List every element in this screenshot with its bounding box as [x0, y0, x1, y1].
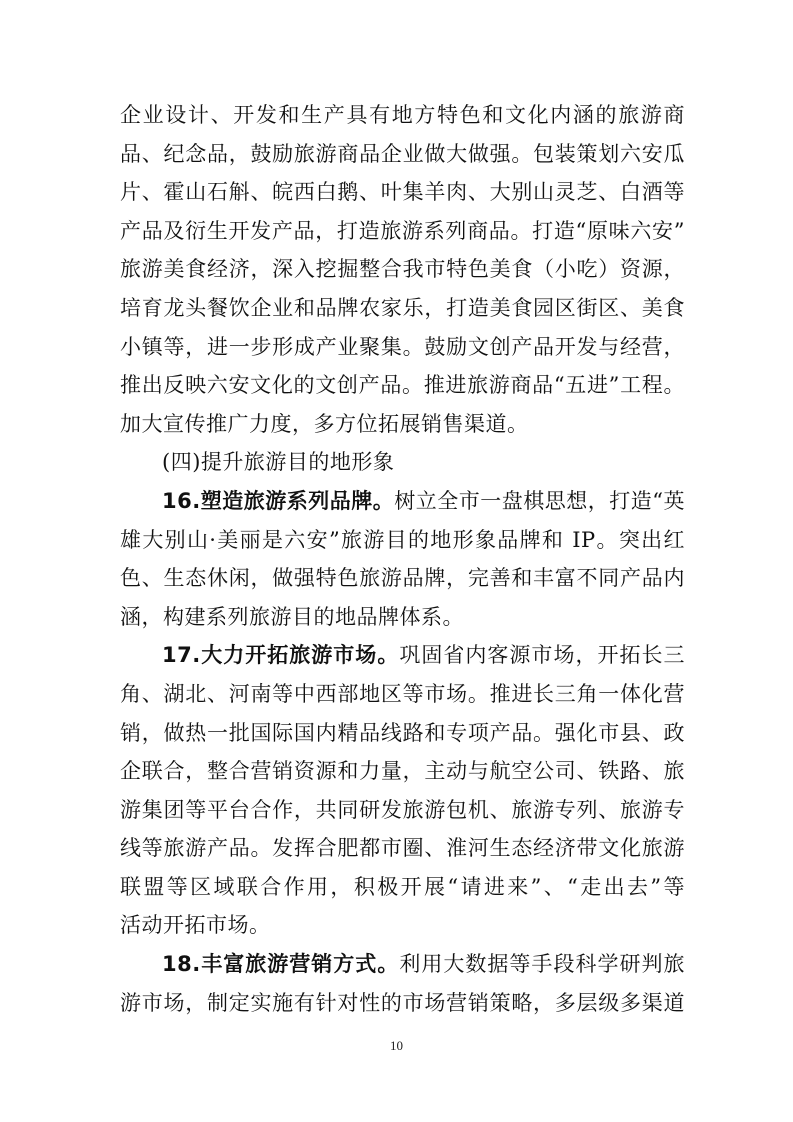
item-17-first-line [120, 636, 685, 675]
paragraph-line: 企业设计、开发和生产具有地方特色和文化内涵的旅游商 [120, 103, 685, 127]
item-16-first-line [120, 482, 685, 521]
paragraph-line: 色、生态休闲，做强特色旅游品牌，完善和丰富不同产品内 [120, 566, 685, 591]
paragraph-line: 片、霍山石斛、皖西白鹅、叶集羊肉、大别山灵芝、白酒等 [120, 180, 685, 205]
paragraph-line: 推出反映六安文化的文创产品。推进旅游商品“五进”工程。 [120, 373, 685, 398]
paragraph-line: 销，做热一批国际国内精品线路和专项产品。强化市县、政 [120, 720, 685, 745]
paragraph-line: 品、纪念品，鼓励旅游商品企业做大做强。包装策划六安瓜 [120, 141, 685, 166]
section-heading: (四)提升旅游目的地形象 [162, 450, 395, 475]
item-17-number: 17. [162, 643, 201, 668]
paragraph-line: 雄大别山·美丽是六安”旅游目的地形象品牌和 IP。突出红 [120, 527, 685, 552]
paragraph-line: 游市场，制定实施有针对性的市场营销策略，多层级多渠道 [120, 990, 685, 1015]
item-18-title: 丰富旅游营销方式。 [200, 952, 400, 977]
item-18-number: 18. [162, 952, 201, 977]
paragraph-line: 产品及衍生开发产品，打造旅游系列商品。打造“原味六安” [120, 218, 685, 243]
paragraph-line: 角、湖北、河南等中西部地区等市场。推进长三角一体化营 [120, 681, 685, 706]
paragraph-line: 活动开拓市场。 [120, 913, 271, 938]
paragraph-line: 加大宣传推广力度，多方位拓展销售渠道。 [120, 411, 529, 436]
page-number: 10 [390, 1038, 403, 1053]
paragraph-line: 小镇等，进一步形成产业聚集。鼓励文创产品开发与经营， [120, 334, 685, 359]
paragraph-line: 线等旅游产品。发挥合肥都市圈、淮河生态经济带文化旅游 [120, 836, 685, 861]
item-16-number: 16. [162, 488, 201, 513]
item-16-text: 树立全市一盘棋思想，打造“英 [394, 488, 685, 513]
item-18-first-line [120, 945, 685, 984]
paragraph-line: 涵，构建系列旅游目的地品牌体系。 [120, 604, 464, 629]
paragraph-line: 游集团等平台合作，共同研发旅游包机、旅游专列、旅游专 [120, 797, 685, 822]
item-16-title: 塑造旅游系列品牌。 [200, 488, 395, 513]
paragraph-line: 旅游美食经济，深入挖掘整合我市特色美食（小吃）资源， [120, 257, 685, 282]
paragraph-line: 联盟等区域联合作用，积极开展“请进来”、“走出去”等 [120, 874, 685, 899]
item-17-title: 大力开拓旅游市场。 [200, 643, 400, 668]
item-18-text: 利用大数据等手段科学研判旅 [399, 952, 686, 977]
body-text [120, 96, 685, 1022]
paragraph-line: 培育龙头餐饮企业和品牌农家乐，打造美食园区街区、美食 [120, 295, 685, 320]
item-17-text: 巩固省内客源市场，开拓长三 [399, 643, 686, 668]
paragraph-line: 企联合，整合营销资源和力量，主动与航空公司、铁路、旅 [120, 759, 685, 784]
